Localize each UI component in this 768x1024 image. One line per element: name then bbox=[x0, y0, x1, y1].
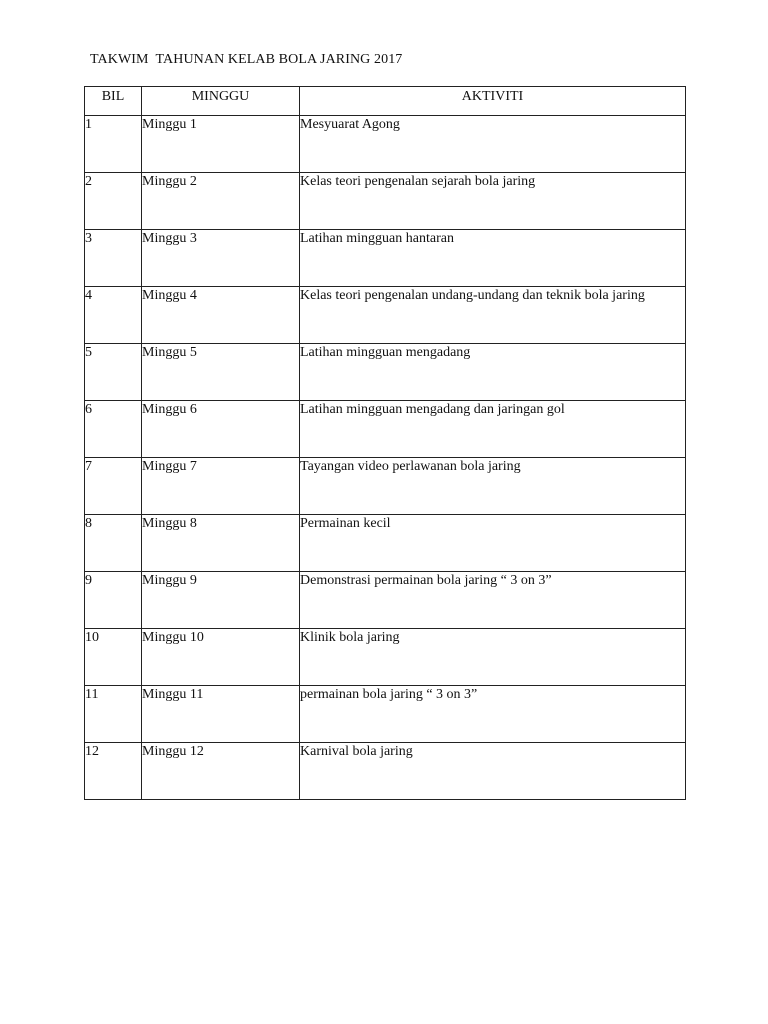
row-activity: Latihan mingguan mengadang dan jaringan gol bbox=[300, 401, 686, 458]
row-number: 12 bbox=[85, 743, 142, 800]
row-number: 5 bbox=[85, 344, 142, 401]
row-activity: Tayangan video perlawanan bola jaring bbox=[300, 458, 686, 515]
row-activity: Mesyuarat Agong bbox=[300, 116, 686, 173]
row-number: 4 bbox=[85, 287, 142, 344]
row-number: 11 bbox=[85, 686, 142, 743]
table-row bbox=[85, 230, 686, 287]
row-activity: permainan bola jaring “ 3 on 3” bbox=[300, 686, 686, 743]
table-row bbox=[85, 458, 686, 515]
table-row bbox=[85, 401, 686, 458]
table-row bbox=[85, 572, 686, 629]
row-activity: Latihan mingguan hantaran bbox=[300, 230, 686, 287]
row-week: Minggu 8 bbox=[142, 515, 300, 572]
row-activity: Demonstrasi permainan bola jaring “ 3 on 3” bbox=[300, 572, 686, 629]
table-row bbox=[85, 629, 686, 686]
table-row bbox=[85, 287, 686, 344]
row-week: Minggu 12 bbox=[142, 743, 300, 800]
row-week: Minggu 10 bbox=[142, 629, 300, 686]
row-activity: Latihan mingguan mengadang bbox=[300, 344, 686, 401]
header-bil: BIL bbox=[85, 87, 142, 116]
row-week: Minggu 11 bbox=[142, 686, 300, 743]
row-number: 6 bbox=[85, 401, 142, 458]
row-week: Minggu 1 bbox=[142, 116, 300, 173]
row-number: 10 bbox=[85, 629, 142, 686]
row-number: 8 bbox=[85, 515, 142, 572]
row-week: Minggu 3 bbox=[142, 230, 300, 287]
table-row bbox=[85, 344, 686, 401]
row-week: Minggu 7 bbox=[142, 458, 300, 515]
row-week: Minggu 9 bbox=[142, 572, 300, 629]
row-activity: Karnival bola jaring bbox=[300, 743, 686, 800]
table-row bbox=[85, 173, 686, 230]
row-number: 3 bbox=[85, 230, 142, 287]
row-week: Minggu 5 bbox=[142, 344, 300, 401]
table-row bbox=[85, 686, 686, 743]
table-row bbox=[85, 515, 686, 572]
document-title: TAKWIM TAHUNAN KELAB BOLA JARING 2017 bbox=[90, 52, 403, 67]
header-minggu: MINGGU bbox=[142, 87, 300, 116]
row-number: 2 bbox=[85, 173, 142, 230]
row-week: Minggu 4 bbox=[142, 287, 300, 344]
row-number: 1 bbox=[85, 116, 142, 173]
row-activity: Klinik bola jaring bbox=[300, 629, 686, 686]
row-number: 9 bbox=[85, 572, 142, 629]
activity-table bbox=[84, 86, 686, 800]
row-activity: Permainan kecil bbox=[300, 515, 686, 572]
table-header-row bbox=[85, 87, 686, 116]
row-activity: Kelas teori pengenalan sejarah bola jaring bbox=[300, 173, 686, 230]
table-row bbox=[85, 116, 686, 173]
header-aktiviti: AKTIVITI bbox=[300, 87, 686, 116]
table-row bbox=[85, 743, 686, 800]
row-number: 7 bbox=[85, 458, 142, 515]
row-activity: Kelas teori pengenalan undang-undang dan teknik bola jaring bbox=[300, 287, 686, 344]
row-week: Minggu 2 bbox=[142, 173, 300, 230]
row-week: Minggu 6 bbox=[142, 401, 300, 458]
